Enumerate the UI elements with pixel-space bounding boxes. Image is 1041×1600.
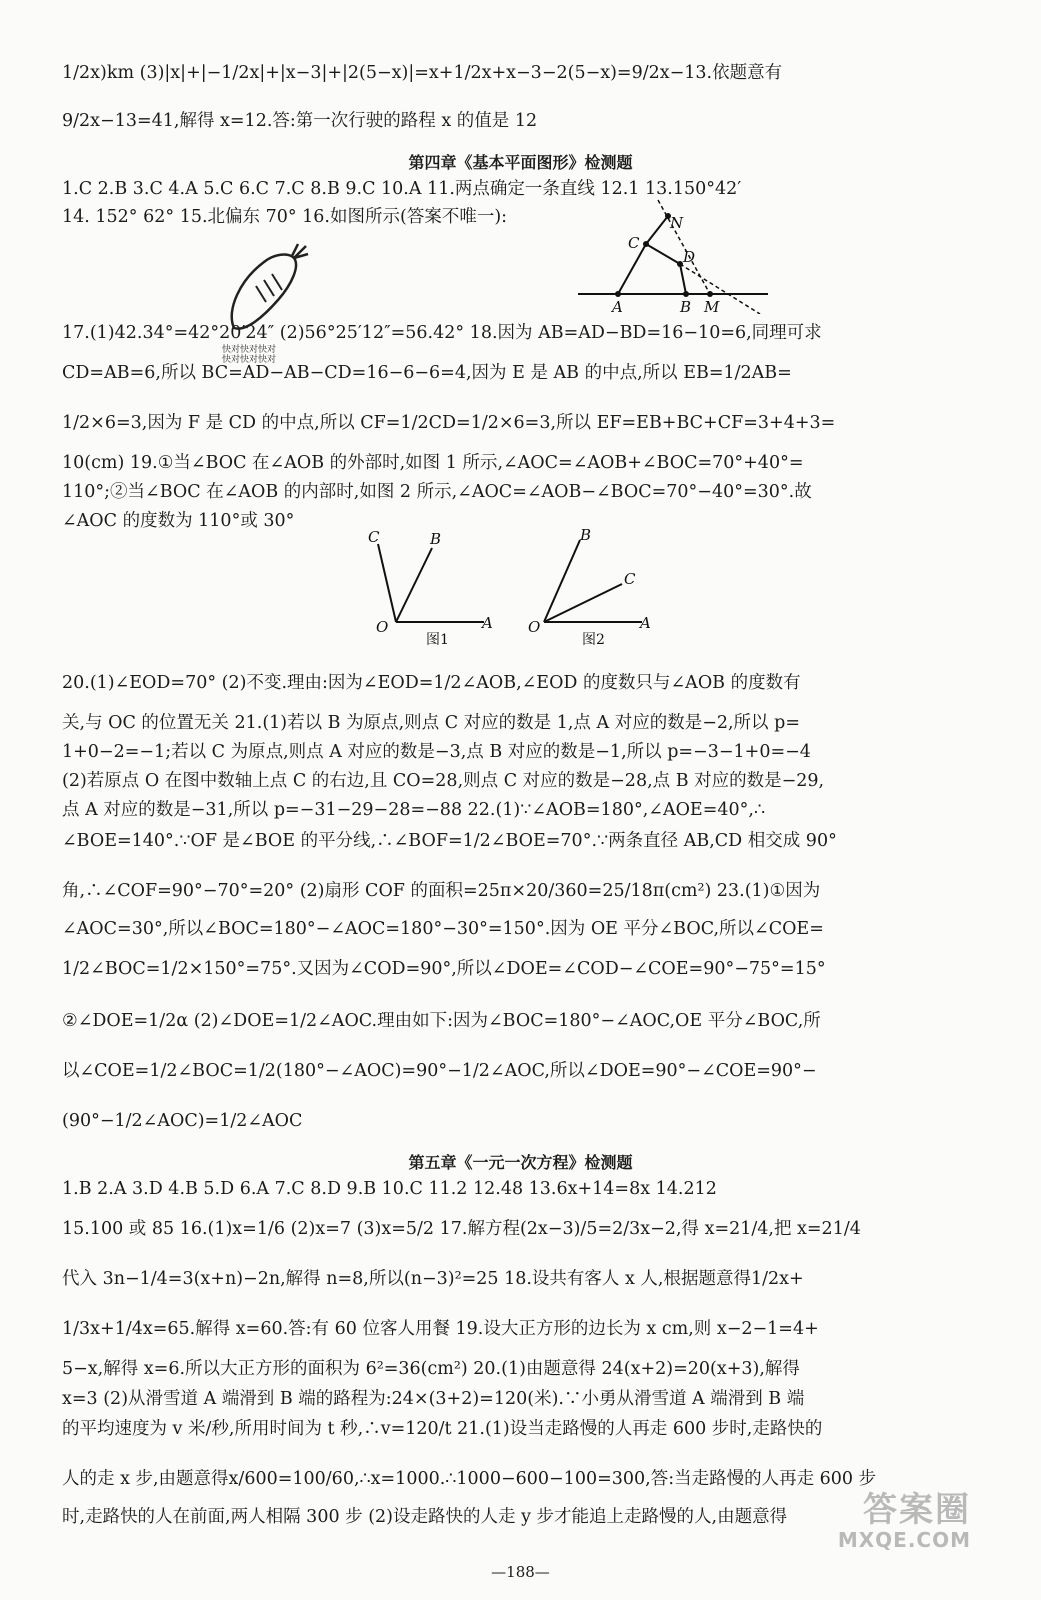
text-line: (2)若原点 O 在图中数轴上点 C 的右边,且 CO=28,则点 C 对应的数是−28,点 B 对应的数是−29, — [62, 771, 825, 791]
stamp-line: 快对快对快对 — [222, 345, 277, 355]
text-line: 20.(1)∠EOD=70° (2)不变.理由:因为∠EOD=1/2∠AOB,∠EOD 的度数只与∠AOB 的度数有 — [62, 673, 801, 693]
chapter-heading: 第五章《一元一次方程》检测题 — [408, 1153, 633, 1172]
text-line: 以∠COE=1/2∠BOC=1/2(180°−∠AOC)=90°−1/2∠AOC,所以∠DOE=90°−∠COE=90°− — [62, 1061, 817, 1081]
label-C: C — [368, 528, 380, 546]
text-line: 1/2x)km (3)|x|+|−1/2x|+|x−3|+|2(5−x)|=x+1/2x+x−3−2(5−x)=9/2x−13.依题意有 — [62, 63, 783, 83]
text-line: x=3 (2)从滑雪道 A 端滑到 B 端的路程为:24×(3+2)=120(米).∵小勇从滑雪道 A 端滑到 B 端 — [62, 1389, 805, 1409]
label-C: C — [628, 234, 640, 252]
text-line: ∠AOC 的度数为 110°或 30° — [62, 511, 295, 531]
label-D: D — [683, 248, 696, 266]
text-line: 1/3x+1/4x=65.解得 x=60.答:有 60 位客人用餐 19.设大正方形的边长为 x cm,则 x−2−1=4+ — [62, 1319, 819, 1339]
text-line: ②∠DOE=1/2α (2)∠DOE=1/2∠AOC.理由如下:因为∠BOC=180°−∠AOC,OE 平分∠BOC,所 — [62, 1011, 821, 1031]
text-line: 1/2×6=3,因为 F 是 CD 的中点,所以 CF=1/2CD=1/2×6=3,所以 EF=EB+BC+CF=3+4+3= — [62, 413, 836, 433]
label-A: A — [640, 614, 651, 632]
text-line: 5−x,解得 x=6.所以大正方形的面积为 6²=36(cm²) 20.(1)由题意得 24(x+2)=20(x+3),解得 — [62, 1359, 800, 1379]
label-B: B — [580, 526, 592, 544]
figure-19-1 — [362, 526, 502, 646]
text-line: 17.(1)42.34°=42°20′24″ (2)56°25′12″=56.42° 18.因为 AB=AD−BD=16−10=6,同理可求 — [62, 323, 822, 343]
text-line: 角,∴∠COF=90°−70°=20° (2)扇形 COF 的面积=25π×20/360=25/18π(cm²) 23.(1)①因为 — [62, 881, 821, 901]
text-line: 110°;②当∠BOC 在∠AOB 的内部时,如图 2 所示,∠AOC=∠AOB−∠BOC=70°−40°=30°.故 — [62, 482, 812, 502]
label-A: A — [612, 298, 623, 314]
text-line: 1+0−2=−1;若以 C 为原点,则点 A 对应的数是−3,点 B 对应的数是−1,所以 p=−3−1+0=−4 — [62, 742, 811, 762]
watermark-url: MXQE.COM — [837, 1528, 971, 1552]
label-A: A — [482, 614, 493, 632]
text-line: 时,走路快的人在前面,两人相隔 300 步 (2)设走路快的人走 y 步才能追上走路慢的人,由题意得 — [62, 1507, 788, 1527]
stamp-text — [222, 345, 276, 365]
text-line: 人的走 x 步,由题意得x/600=100/60,∴x=1000.∴1000−600−100=300,答:当走路慢的人再走 600 步 — [62, 1469, 877, 1489]
text-line: 点 A 对应的数是−31,所以 p=−31−29−28=−88 22.(1)∵∠AOB=180°,∠AOE=40°,∴ — [62, 800, 766, 820]
text-line: (90°−1/2∠AOC)=1/2∠AOC — [62, 1111, 303, 1131]
figure-16 — [570, 196, 775, 314]
text-line: 15.100 或 85 16.(1)x=1/6 (2)x=7 (3)x=5/2 17.解方程(2x−3)/5=2/3x−2,得 x=21/4,把 x=21/4 — [62, 1219, 861, 1239]
text-line: 9/2x−13=41,解得 x=12.答:第一次行驶的路程 x 的值是 12 — [62, 111, 538, 131]
label-O: O — [528, 618, 541, 636]
stamp-line: 快对快对快对 — [222, 355, 277, 365]
text-line: 的平均速度为 v 米/秒,所用时间为 t 秒,∴v=120/t 21.(1)设当走路慢的人再走 600 步时,走路快的 — [62, 1419, 823, 1439]
text-line: CD=AB=6,所以 BC=AD−AB−CD=16−6−6=4,因为 E 是 AB 的中点,所以 EB=1/2AB= — [62, 363, 792, 383]
watermark-logo: 答案圈 — [863, 1490, 971, 1530]
label-O: O — [376, 618, 389, 636]
label-N: N — [670, 214, 684, 232]
text-line: 关,与 OC 的位置无关 21.(1)若以 B 为原点,则点 C 对应的数是 1,点 A 对应的数是−2,所以 p= — [62, 713, 800, 733]
text-line: 1/2∠BOC=1/2×150°=75°.又因为∠COD=90°,所以∠DOE=∠COD−∠COE=90°−75°=15° — [62, 959, 826, 979]
text-line: 10(cm) 19.①当∠BOC 在∠AOB 的外部时,如图 1 所示,∠AOC=∠AOB+∠BOC=70°+40°= — [62, 453, 804, 473]
text-line: 1.B 2.A 3.D 4.B 5.D 6.A 7.C 8.D 9.B 10.C 11.2 12.48 13.6x+14=8x 14.212 — [62, 1179, 717, 1199]
text-line: 1.C 2.B 3.C 4.A 5.C 6.C 7.C 8.B 9.C 10.A 11.两点确定一条直线 12.1 13.150°42′ — [62, 179, 742, 199]
carrot-doodle — [222, 240, 312, 340]
page-number: —188— — [491, 1563, 550, 1581]
figure-19-2 — [524, 526, 664, 646]
label-C: C — [624, 570, 636, 588]
text-line: 代入 3n−1/4=3(x+n)−2n,解得 n=8,所以(n−3)²=25 18.设共有客人 x 人,根据题意得1/2x+ — [62, 1269, 804, 1289]
caption-fig2: 图2 — [582, 632, 605, 646]
label-B: B — [430, 530, 442, 548]
text-line: 14. 152° 62° 15.北偏东 70° 16.如图所示(答案不唯一): — [62, 207, 508, 227]
caption-fig1: 图1 — [426, 632, 449, 646]
text-line: ∠AOC=30°,所以∠BOC=180°−∠AOC=180°−30°=150°.因为 OE 平分∠BOC,所以∠COE= — [62, 919, 824, 939]
text-line: ∠BOE=140°.∵OF 是∠BOE 的平分线,∴∠BOF=1/2∠BOE=70°.∵两条直径 AB,CD 相交成 90° — [62, 831, 837, 851]
label-B: B — [680, 298, 692, 314]
label-M: M — [704, 298, 720, 314]
chapter-heading: 第四章《基本平面图形》检测题 — [408, 153, 633, 172]
